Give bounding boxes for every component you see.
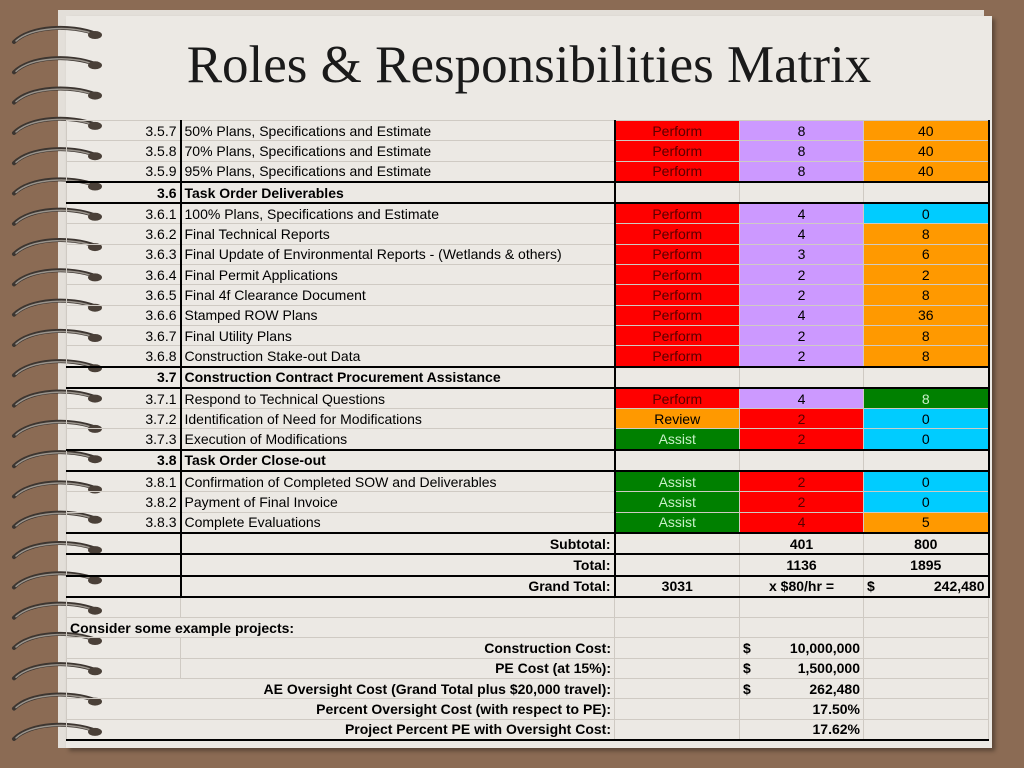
cost-cell: 40	[864, 161, 989, 182]
task-rows	[67, 121, 989, 533]
hours-cell: 2	[740, 265, 864, 285]
task-description: Construction Contract Procurement Assistance	[181, 367, 615, 388]
grand-total-label: Grand Total:	[181, 576, 615, 597]
totals-section	[67, 533, 989, 740]
total-hours: 1136	[740, 554, 864, 575]
role-cell: Perform	[615, 325, 740, 345]
ae-oversight-label: AE Oversight Cost (Grand Total plus $20,000 travel):	[67, 679, 615, 699]
task-number: 3.6.5	[67, 285, 181, 305]
hours-cell	[740, 367, 864, 388]
task-number: 3.8	[67, 450, 181, 471]
cost-cell: 0	[864, 471, 989, 492]
task-description: Final Utility Plans	[181, 325, 615, 345]
grand-total-row	[67, 576, 989, 597]
hours-cell: 2	[740, 325, 864, 345]
table-row	[67, 429, 989, 450]
role-cell: Perform	[615, 244, 740, 264]
table-row	[67, 121, 989, 141]
task-description: Execution of Modifications	[181, 429, 615, 450]
cost-cell: 40	[864, 141, 989, 161]
section-header-row	[67, 182, 989, 203]
rate-label: x $80/hr =	[740, 576, 864, 597]
task-number: 3.6.8	[67, 346, 181, 367]
construction-cost-amount: $ 10,000,000	[740, 638, 864, 658]
hours-cell: 4	[740, 512, 864, 533]
ae-oversight-amount: $ 262,480	[740, 679, 864, 699]
cost-cell: 5	[864, 512, 989, 533]
role-cell: Perform	[615, 305, 740, 325]
table-row	[67, 409, 989, 429]
project-percent-label: Project Percent PE with Oversight Cost:	[67, 719, 615, 740]
pe-cost-amount: $ 1,500,000	[740, 658, 864, 678]
total-label: Total:	[181, 554, 615, 575]
task-description: Confirmation of Completed SOW and Deliverables	[181, 471, 615, 492]
page-title: Roles & Responsibilities Matrix	[186, 36, 872, 94]
task-number: 3.7.2	[67, 409, 181, 429]
cost-cell: 0	[864, 409, 989, 429]
task-description: Respond to Technical Questions	[181, 388, 615, 409]
task-description: Task Order Close-out	[181, 450, 615, 471]
role-cell: Assist	[615, 492, 740, 512]
table-row	[67, 285, 989, 305]
task-number: 3.6.3	[67, 244, 181, 264]
task-number: 3.7.3	[67, 429, 181, 450]
task-description: 70% Plans, Specifications and Estimate	[181, 141, 615, 161]
task-number: 3.5.9	[67, 161, 181, 182]
cost-cell	[864, 182, 989, 203]
hours-cell: 2	[740, 492, 864, 512]
task-number: 3.6.6	[67, 305, 181, 325]
table-row	[67, 203, 989, 224]
task-number: 3.5.8	[67, 141, 181, 161]
hours-cell: 4	[740, 305, 864, 325]
table-row	[67, 141, 989, 161]
task-description: Final Permit Applications	[181, 265, 615, 285]
cost-cell: 2	[864, 265, 989, 285]
examples-heading: Consider some example projects:	[67, 618, 615, 638]
task-number: 3.8.3	[67, 512, 181, 533]
cost-cell: 40	[864, 121, 989, 141]
role-cell: Perform	[615, 346, 740, 367]
cost-cell	[864, 450, 989, 471]
task-description: 95% Plans, Specifications and Estimate	[181, 161, 615, 182]
role-cell	[615, 367, 740, 388]
role-cell: Perform	[615, 265, 740, 285]
role-cell: Assist	[615, 429, 740, 450]
cost-cell: 0	[864, 492, 989, 512]
task-number: 3.6	[67, 182, 181, 203]
task-description: 100% Plans, Specifications and Estimate	[181, 203, 615, 224]
cost-cell: 0	[864, 203, 989, 224]
hours-cell	[740, 182, 864, 203]
table-row	[67, 388, 989, 409]
role-cell: Assist	[615, 512, 740, 533]
hours-cell: 3	[740, 244, 864, 264]
cost-cell: 8	[864, 325, 989, 345]
task-description: Final Technical Reports	[181, 224, 615, 244]
subtotal-row	[67, 533, 989, 554]
project-percent-row	[67, 719, 989, 740]
table-row	[67, 346, 989, 367]
task-description: 50% Plans, Specifications and Estimate	[181, 121, 615, 141]
percent-oversight-value: 17.50%	[740, 699, 864, 719]
hours-cell: 4	[740, 203, 864, 224]
hours-cell: 8	[740, 141, 864, 161]
responsibilities-table	[66, 120, 990, 741]
cost-cell	[864, 367, 989, 388]
role-cell: Perform	[615, 203, 740, 224]
grand-total-amount: $ 242,480	[864, 576, 989, 597]
hours-cell: 2	[740, 285, 864, 305]
project-percent-value: 17.62%	[740, 719, 864, 740]
hours-cell: 4	[740, 388, 864, 409]
task-number: 3.7	[67, 367, 181, 388]
cost-cell: 6	[864, 244, 989, 264]
hours-cell: 8	[740, 121, 864, 141]
table-row	[67, 325, 989, 345]
cost-cell: 0	[864, 429, 989, 450]
section-header-row	[67, 450, 989, 471]
hours-cell: 2	[740, 471, 864, 492]
hours-cell: 2	[740, 429, 864, 450]
examples-heading-row	[67, 618, 989, 638]
subtotal-hours: 401	[740, 533, 864, 554]
task-description: Final 4f Clearance Document	[181, 285, 615, 305]
table-row	[67, 244, 989, 264]
task-description: Stamped ROW Plans	[181, 305, 615, 325]
hours-cell: 8	[740, 161, 864, 182]
cost-cell: 36	[864, 305, 989, 325]
blank-row	[67, 597, 989, 618]
task-number: 3.8.1	[67, 471, 181, 492]
hours-cell	[740, 450, 864, 471]
hours-cell: 2	[740, 346, 864, 367]
cost-cell: 8	[864, 388, 989, 409]
subtotal-cost: 800	[864, 533, 989, 554]
construction-cost-row	[67, 638, 989, 658]
section-header-row	[67, 367, 989, 388]
task-number: 3.6.4	[67, 265, 181, 285]
task-number: 3.8.2	[67, 492, 181, 512]
task-number: 3.6.7	[67, 325, 181, 345]
role-cell	[615, 182, 740, 203]
role-cell: Assist	[615, 471, 740, 492]
subtotal-label: Subtotal:	[181, 533, 615, 554]
percent-oversight-row	[67, 699, 989, 719]
role-cell: Perform	[615, 224, 740, 244]
task-description: Identification of Need for Modifications	[181, 409, 615, 429]
table-row	[67, 512, 989, 533]
total-cost: 1895	[864, 554, 989, 575]
role-cell: Perform	[615, 121, 740, 141]
hours-cell: 2	[740, 409, 864, 429]
task-description: Payment of Final Invoice	[181, 492, 615, 512]
task-description: Task Order Deliverables	[181, 182, 615, 203]
construction-cost-label: Construction Cost:	[181, 638, 615, 658]
task-number: 3.6.1	[67, 203, 181, 224]
grand-total-value: 3031	[615, 576, 740, 597]
table-row	[67, 492, 989, 512]
cost-cell: 8	[864, 285, 989, 305]
task-description: Complete Evaluations	[181, 512, 615, 533]
pe-cost-label: PE Cost (at 15%):	[181, 658, 615, 678]
task-number: 3.5.7	[67, 121, 181, 141]
table-row	[67, 161, 989, 182]
table-row	[67, 265, 989, 285]
role-cell	[615, 450, 740, 471]
ae-oversight-row	[67, 679, 989, 699]
cost-cell: 8	[864, 346, 989, 367]
role-cell: Perform	[615, 388, 740, 409]
percent-oversight-label: Percent Oversight Cost (with respect to PE):	[67, 699, 615, 719]
table-row	[67, 305, 989, 325]
task-description: Final Update of Environmental Reports - (Wetlands & others)	[181, 244, 615, 264]
pe-cost-row	[67, 658, 989, 678]
role-cell: Perform	[615, 161, 740, 182]
task-number: 3.7.1	[67, 388, 181, 409]
task-description: Construction Stake-out Data	[181, 346, 615, 367]
role-cell: Perform	[615, 285, 740, 305]
hours-cell: 4	[740, 224, 864, 244]
role-cell: Review	[615, 409, 740, 429]
cost-cell: 8	[864, 224, 989, 244]
task-number: 3.6.2	[67, 224, 181, 244]
table-row	[67, 471, 989, 492]
role-cell: Perform	[615, 141, 740, 161]
table-row	[67, 224, 989, 244]
total-row	[67, 554, 989, 575]
